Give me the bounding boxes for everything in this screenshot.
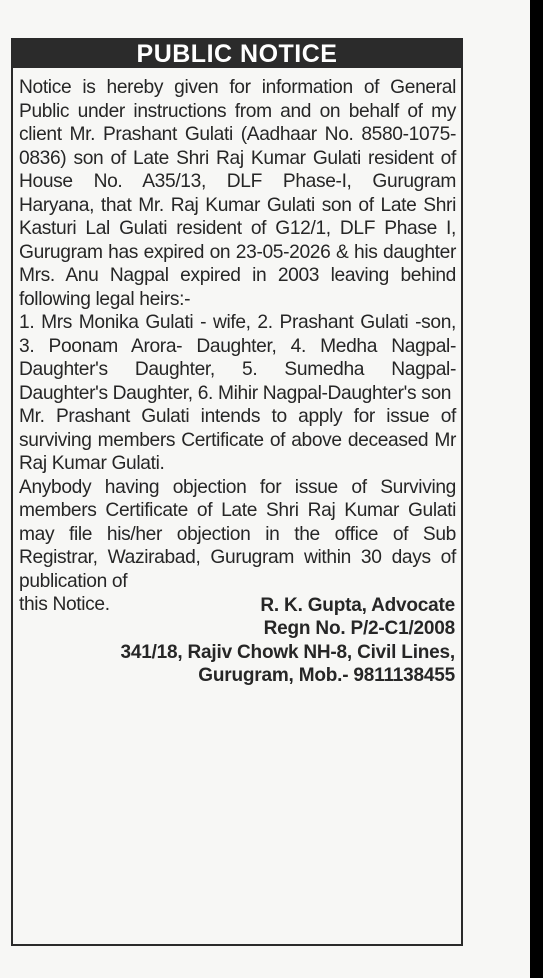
advocate-registration: Regn No. P/2-C1/2008 bbox=[263, 618, 455, 639]
notice-paragraph-intro: Notice is hereby given for information of General Public under instructions from and on behalf of my client Mr. Prashant Gulati (Aadhaar No. 8580-1075-0836) son of Late Shri Raj Kumar Gulati resident of House No. A35/13, DLF Phase-I, Gurugram Haryana, that Mr. Raj Kumar Gulati son of Late Shri Kasturi Lal Gulati resident of G12/1, DLF Phase I, Gurugram has expired on 23-05-2026 & his daughter Mrs. Anu Nagpal expired in 2003 leaving behind following legal heirs:- bbox=[19, 77, 456, 310]
advocate-city-mobile: Gurugram, Mob.- 9811138455 bbox=[198, 665, 455, 686]
notice-closing-row bbox=[19, 593, 456, 617]
notice-paragraph-intent: Mr. Prashant Gulati intends to apply for issue of surviving members Certificate of above deceased Mr Raj Kumar Gulati. bbox=[19, 406, 456, 474]
notice-title: PUBLIC NOTICE bbox=[13, 40, 461, 68]
notice-legal-heirs: 1. Mrs Monika Gulati - wife, 2. Prashant Gulati -son, 3. Poonam Arora- Daughter, 4. Medha Nagpal- Daughter's Daughter, 5. Sumedha Nagpal- Daughter's Daughter, 6. Mihir Nagpal-Daughter's son bbox=[19, 312, 456, 404]
notice-body bbox=[13, 68, 461, 617]
notice-closing-text: this Notice. bbox=[19, 594, 110, 615]
advocate-name: R. K. Gupta, Advocate bbox=[260, 594, 455, 616]
notice-paragraph-objection: Anybody having objection for issue of Surviving members Certificate of Late Shri Raj Kumar Gulati may file his/her objection in the office of Sub Registrar, Wazirabad, Gurugram within 30 days of publication of bbox=[19, 476, 456, 592]
public-notice-box bbox=[11, 38, 463, 946]
advocate-address: 341/18, Rajiv Chowk NH-8, Civil Lines, bbox=[120, 641, 455, 663]
